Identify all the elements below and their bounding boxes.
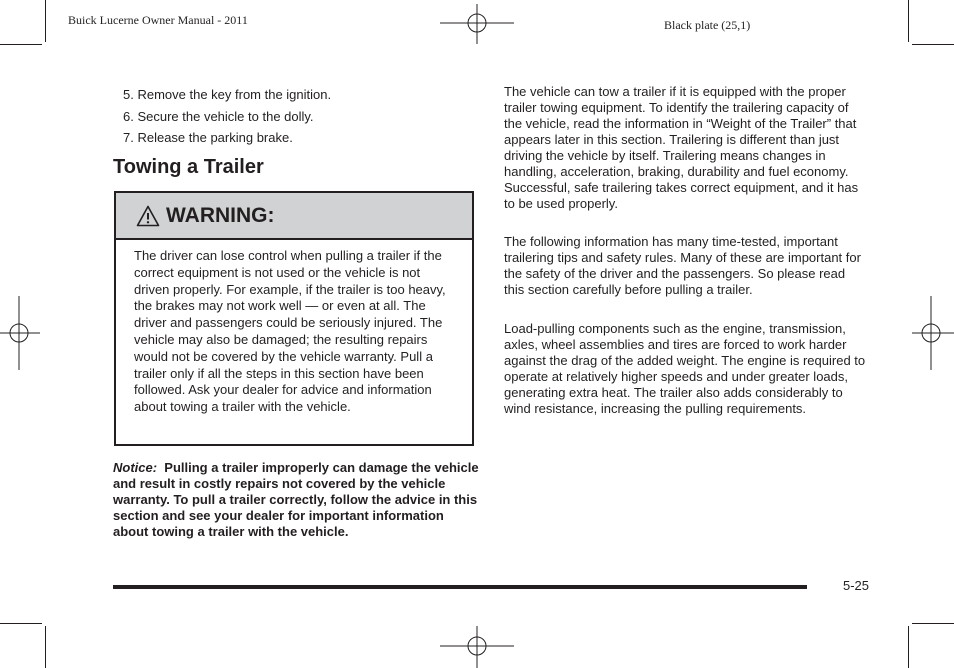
steps-list — [123, 84, 483, 149]
registration-mark-right — [912, 296, 954, 370]
notice-text: Pulling a trailer improperly can damage the vehicle and result in costly repairs not covered by the vehicle warranty. To pull a trailer correctly, follow the advice in this section and see your dealer for important information about towing a trailer with the vehicle. — [113, 460, 479, 539]
list-item: 6. Secure the vehicle to the dolly. — [123, 108, 314, 124]
notice — [113, 460, 479, 540]
warning-body: The driver can lose control when pulling a trailer if the correct equipment is not used or the vehicle is not driven properly. For example, if the trailer is too heavy, the brakes may not work well — or even at all. The driver and passengers could be seriously injured. The vehicle may also be damaged; the resulting repairs would not be covered by the vehicle warranty. Pull a trailer only if all the steps in this section have been followed. Ask your dealer for advice and information about towing a trailer with the vehicle. — [134, 248, 446, 415]
registration-mark-left — [0, 296, 40, 370]
page-number: 5-25 — [843, 578, 870, 593]
header-plate: Black plate (25,1) — [664, 18, 751, 32]
registration-mark-bottom — [440, 626, 514, 668]
paragraph: The following information has many time-tested, important trailering tips and safety rules. Many of these are important for the safety of the driver and the passengers. So please read this section carefully before pulling a trailer. — [504, 234, 861, 297]
paragraph: Load-pulling components such as the engine, transmission, axles, wheel assemblies and tires are forced to work harder against the drag of the added weight. The engine is required to operate at relatively higher speeds and under greater loads, generating extra heat. The trailer also adds considerably to wind resistance, increasing the pulling requirements. — [504, 321, 866, 416]
warning-triangle-icon — [136, 205, 160, 227]
warning-title: WARNING: — [166, 203, 275, 227]
notice-label: Notice: — [113, 460, 158, 475]
section-title: Towing a Trailer — [113, 156, 264, 178]
list-item: 5. Remove the key from the ignition. — [123, 87, 332, 102]
warning-box — [114, 191, 474, 446]
list-item: 7. Release the parking brake. — [123, 130, 293, 145]
registration-mark-top — [440, 4, 514, 44]
warning-header — [116, 193, 472, 240]
footer-rule — [113, 585, 807, 589]
header-manual-title: Buick Lucerne Owner Manual - 2011 — [68, 13, 248, 27]
paragraph: The vehicle can tow a trailer if it is equipped with the proper trailer towing equipment. To identify the trailering capacity of the vehicle, read the information in “Weight of the Trailer” that appears later in this section. Trailering is different than just driving the vehicle by itself. Trailering means changes in handling, acceleration, braking, durability and fuel economy. Successful, safe trailering takes correct equipment, and it has to be used properly. — [504, 84, 859, 211]
